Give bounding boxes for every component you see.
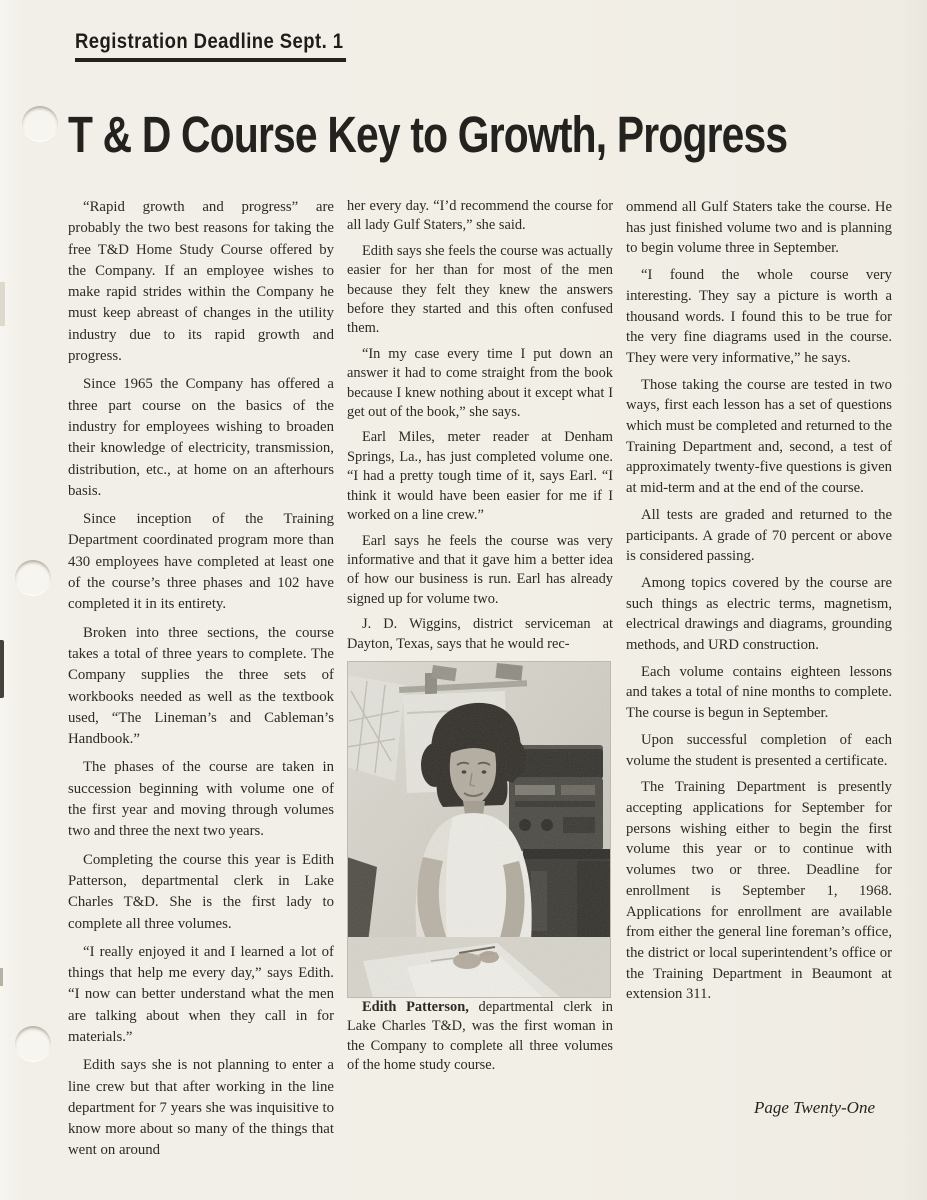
page-number: Page Twenty-One xyxy=(753,1098,875,1117)
column-1 xyxy=(68,197,334,1169)
article-photo xyxy=(347,661,611,998)
photo-caption xyxy=(347,998,613,1076)
column-2-text xyxy=(347,197,613,654)
paragraph: Since inception of the Training Department coordinated program more than 430 employees have completed at least one of the course’s three phases and 102 have completed it in its entirety. xyxy=(68,511,334,613)
scan-edge-artifact xyxy=(0,282,5,326)
paragraph: Those taking the course are tested in two ways, first each lesson has a set of questions which must be completed and returned to the Training Department and, second, a test of approximately twenty-five questions is given at mid-term and at the end of the course. xyxy=(626,376,892,497)
paragraph: The Training Department is presently accepting applications for September for persons wishing either to begin the first volume this year or to continue with volumes two or three. Deadline for enrollment is September 1, 1968. Applications for enrollment are available from either the general line foreman’s office, the district or local superintendent’s office or the Training Department in Beaumont at extension 311. xyxy=(626,779,892,1003)
article-body xyxy=(68,197,892,1169)
paragraph: ommend all Gulf Staters take the course. He has just finished volume two and is planning to begin volume three in September. xyxy=(626,199,892,257)
page-title: T & D Course Key to Growth, Progress xyxy=(68,106,788,163)
column-2 xyxy=(347,197,613,1082)
paragraph: Edith says she is not planning to enter a line crew but that after working in the line department for 7 years she was inquisitive to know more about so many of the things that went on around xyxy=(68,1057,334,1159)
paragraph: Since 1965 the Company has offered a three part course on the basics of the industry for employees wishing to broaden their knowledge of electricity, transmission, distribution, etc., at home on an afterhours basis. xyxy=(68,376,334,499)
column-3 xyxy=(626,197,892,1011)
paragraph: Broken into three sections, the course takes a total of three years to complete. The Company supplies the three sets of workbooks needed as well as the textbook used, “The Lineman’s and Cableman’s Handbook.” xyxy=(68,624,334,748)
punch-hole xyxy=(15,1026,51,1062)
paragraph: “In my case every time I put down an answer it had to come straight from the book because I knew nothing about it except what I get out of the book,” she says. xyxy=(347,345,613,421)
paragraph: Earl says he feels the course was very informative and that it gave him a better idea of how our business is run. Earl has already signed up for volume two. xyxy=(347,532,613,607)
paragraph: “Rapid growth and progress” are probably the two best reasons for taking the free T&D Home Study Course offered by the Company. If an employee wishes to make rapid strides within the Company he must keep abreast of changes in the utility industry due to its rapid growth and progress. xyxy=(68,199,334,365)
kicker-headline: Registration Deadline Sept. 1 xyxy=(75,30,346,62)
paragraph: Upon successful completion of each volume the student is presented a certificate. xyxy=(626,731,892,769)
paragraph: her every day. “I’d recommend the course for all lady Gulf Staters,” she said. xyxy=(347,198,613,234)
punch-hole xyxy=(22,106,58,142)
paragraph: “I found the whole course very interesting. They say a picture is worth a thousand words. I found this to be true for the very fine diagrams used in the course. They were very informative,” he says. xyxy=(626,267,892,366)
paragraph: Earl Miles, meter reader at Denham Springs, La., has just completed volume one. “I had a pretty tough time of it, says Earl. “I think it would have been easier for me if I worked on a line crew.” xyxy=(347,429,613,524)
scan-edge-artifact xyxy=(0,640,4,698)
paragraph: Edith says she feels the course was actually easier for her than for most of the men because they felt they knew the answers before they started and this often confused them. xyxy=(347,242,613,337)
paragraph: “I really enjoyed it and I learned a lot of things that help me every day,” says Edith. “I now can better understand what the men are talking about when they call in for materials.” xyxy=(68,943,334,1045)
paragraph: The phases of the course are taken in succession beginning with volume one of the first year and moving through volumes two and three the next two years. xyxy=(68,759,334,840)
scan-edge-artifact xyxy=(0,968,3,986)
paragraph: Each volume contains eighteen lessons and takes a total of nine months to complete. The course is begun in September. xyxy=(626,663,892,722)
paragraph: Completing the course this year is Edith Patterson, departmental clerk in Lake Charles T&D. She is the first lady to complete all three volumes. xyxy=(68,851,334,932)
caption-rest: departmental clerk in Lake Charles T&D, was the first woman in the Company to complete all three volumes of the home study course. xyxy=(347,998,613,1074)
paragraph: Among topics covered by the course are such things as electric terms, magnetism, electrical drawings and diagrams, grounding methods, and URD construction. xyxy=(626,574,892,654)
punch-hole xyxy=(15,560,51,596)
paragraph: J. D. Wiggins, district serviceman at Dayton, Texas, says that he would rec- xyxy=(347,616,613,652)
caption-lead: Edith Patterson, xyxy=(362,998,469,1015)
paragraph: All tests are graded and returned to the participants. A grade of 70 percent or above is considered passing. xyxy=(626,506,892,565)
